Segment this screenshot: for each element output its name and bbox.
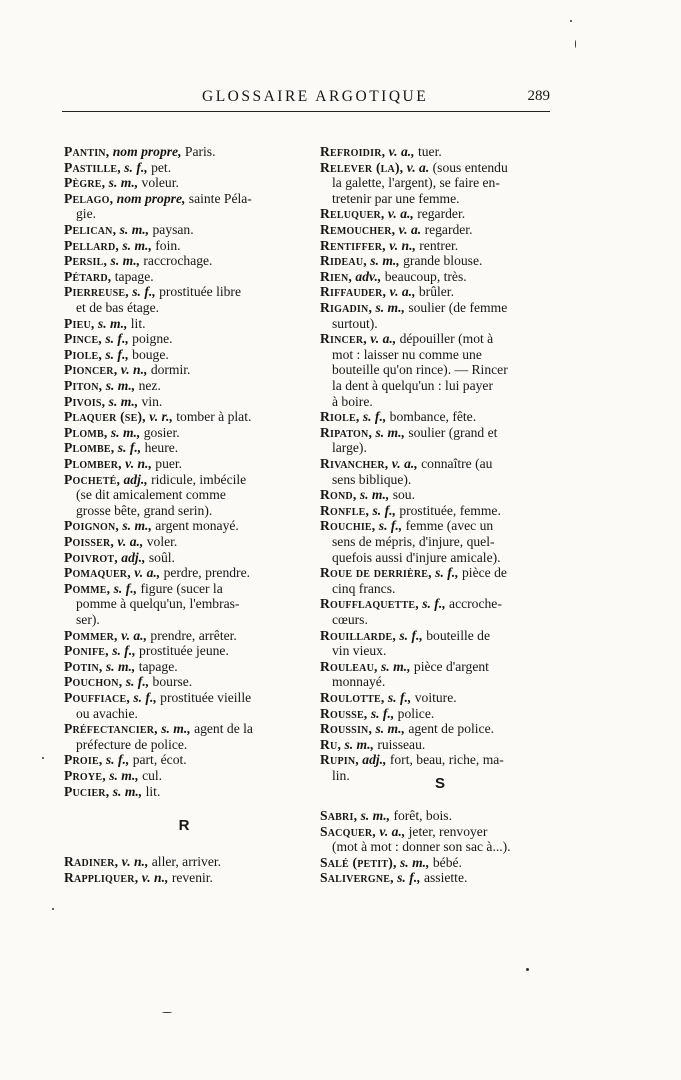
entry-headword: Plaquer (se), (64, 409, 146, 425)
entry-headword: Pince, (64, 331, 102, 347)
glossary-entry (320, 503, 560, 519)
glossary-entry (64, 222, 304, 238)
glossary-entry (320, 824, 560, 855)
entry-grammar: adv., (355, 268, 382, 284)
entry-headword: Roue de derrière, (320, 565, 432, 581)
entry-definition: regarder. (424, 222, 473, 237)
entry-headword: Plombe, (64, 440, 115, 456)
entry-definition: tuer. (417, 144, 442, 159)
glossary-entry (64, 854, 304, 870)
entry-grammar: s. m., (375, 721, 405, 737)
entry-definition: sou. (392, 487, 416, 503)
glossary-entry (320, 144, 560, 160)
glossary-entry (64, 690, 304, 721)
entry-grammar: s. m., (360, 808, 391, 823)
entry-continuation: pomme à quelqu'un, l'embras- (76, 596, 240, 612)
glossary-entry (64, 721, 304, 752)
entry-definition: voler. (146, 534, 178, 549)
entry-grammar: v. a., (117, 534, 144, 549)
entry-definition: nez. (138, 378, 161, 393)
entry-definition: ridicule, imbécile (151, 471, 247, 487)
entry-headword: Pouffiace, (64, 690, 130, 705)
entry-headword: Remoucher, (320, 222, 396, 237)
entry-grammar: v. n., (125, 456, 152, 471)
glossary-entry (320, 238, 560, 254)
glossary-entry (320, 565, 560, 596)
entry-headword: Ponife, (64, 643, 109, 659)
entry-continuation: ou avachie. (76, 705, 138, 721)
entry-definition: agent de la (194, 721, 253, 737)
entry-headword: Pellard, (64, 237, 119, 253)
scan-speck (575, 40, 576, 48)
glossary-entry (320, 409, 560, 425)
entry-definition: argent monayé. (155, 518, 239, 534)
scan-speck (570, 20, 572, 22)
glossary-entry (64, 768, 304, 784)
entry-definition: fort, beau, riche, ma- (389, 752, 504, 768)
glossary-entry (64, 331, 304, 347)
entry-definition: pièce d'argent (413, 658, 489, 674)
section-heading-s: S (434, 775, 445, 792)
glossary-entry (320, 659, 560, 690)
entry-grammar: v. a., (379, 823, 406, 839)
entry-definition: paysan. (152, 222, 194, 237)
entry-definition: brûler. (418, 284, 454, 300)
entry-grammar: s. f., (105, 346, 129, 362)
entry-headword: Rincer, (320, 331, 367, 347)
entry-definition: dormir. (150, 362, 191, 378)
glossary-entry (64, 534, 304, 550)
entry-headword: Pomme, (64, 580, 111, 596)
glossary-entry (64, 191, 304, 222)
entry-headword: Roussin, (320, 721, 373, 737)
glossary-entry (320, 456, 560, 487)
entry-definition: bouge. (132, 346, 169, 362)
entry-headword: Proye, (64, 768, 106, 783)
entry-definition: police. (397, 705, 435, 721)
entry-grammar: s. m., (375, 424, 405, 440)
entry-grammar: s. m., (110, 253, 140, 269)
entry-headword: Rouchie, (320, 518, 376, 534)
entry-grammar: s. f., (105, 331, 129, 347)
section-heading-r: R (178, 817, 190, 834)
entry-grammar: s. f., (362, 409, 387, 425)
entry-definition: raccrochage. (143, 253, 213, 269)
entry-definition: bébé. (432, 854, 462, 870)
entry-definition: regarder. (417, 206, 466, 222)
entry-definition: prostituée vieille (160, 690, 252, 705)
entry-headword: Préfectancier, (64, 721, 158, 737)
glossary-entry (64, 752, 304, 768)
entry-headword: Pioncer, (64, 362, 118, 378)
glossary-entry (64, 784, 304, 800)
entry-grammar: s. f., (397, 870, 421, 886)
entry-grammar: s. f., (378, 518, 403, 534)
glossary-entry (320, 222, 560, 238)
entry-definition: pet. (151, 159, 172, 175)
glossary-entry (320, 808, 560, 824)
entry-grammar: s. f., (112, 643, 136, 659)
entry-headword: Rien, (320, 268, 352, 284)
glossary-entry (64, 472, 304, 519)
entry-grammar: s. f., (399, 627, 423, 643)
entry-grammar: v. n., (121, 854, 149, 869)
entry-headword: Rappliquer, (64, 869, 139, 885)
entry-grammar: adj., (121, 549, 146, 565)
entry-headword: Pétard, (64, 268, 112, 284)
entry-definition: bombance, fête. (389, 409, 477, 425)
entry-grammar: s. m., (97, 315, 128, 331)
scan-speck (42, 757, 44, 759)
entry-headword: Pastille, (64, 159, 121, 175)
entry-definition: bouteille de (426, 627, 491, 643)
entry-grammar: s. m., (110, 424, 141, 440)
glossary-entry (64, 284, 304, 315)
entry-definition: bourse. (152, 674, 193, 690)
entry-grammar: v. a., (121, 627, 147, 643)
entry-headword: Radiner, (64, 854, 119, 869)
entry-grammar: s. m., (359, 487, 390, 503)
glossary-entry (320, 269, 560, 285)
glossary-entry (320, 706, 560, 722)
entry-grammar: adj., (123, 471, 148, 487)
entry-definition: prostituée, femme. (399, 502, 501, 518)
entry-headword: Rivancher, (320, 456, 389, 471)
entry-headword: Pieu, (64, 315, 95, 331)
entry-grammar: s. f., (132, 284, 156, 300)
entry-grammar: s. m., (108, 175, 139, 191)
glossary-entry (320, 425, 560, 456)
glossary-entry (64, 674, 304, 690)
entry-headword: Rigadin, (320, 300, 373, 315)
entry-grammar: s. f., (125, 674, 150, 690)
entry-headword: Potin, (64, 658, 103, 674)
entry-grammar: nom propre, (116, 190, 186, 206)
entry-headword: Poivrot, (64, 549, 118, 565)
glossary-entry (64, 160, 304, 176)
glossary-entry (320, 737, 560, 753)
entry-headword: Pouchon, (64, 674, 123, 690)
glossary-entry (320, 284, 560, 300)
entry-continuation: gie. (76, 206, 97, 222)
entry-definition: soulier (de femme (408, 300, 508, 315)
scan-speck (162, 1012, 172, 1013)
entry-grammar: s. m., (105, 378, 136, 393)
entry-headword: Roufflaquette, (320, 596, 419, 612)
entry-grammar: v. n., (141, 869, 169, 885)
entry-grammar: s. m., (161, 721, 191, 737)
entry-grammar: v. n., (120, 362, 148, 378)
entry-definition: lit. (145, 783, 161, 799)
entry-headword: Proie, (64, 752, 103, 768)
entry-headword: Reluquer, (320, 206, 385, 222)
entry-headword: Rouillarde, (320, 627, 396, 643)
entry-headword: Poisser, (64, 534, 114, 549)
entry-continuation: et de bas étage. (76, 299, 160, 315)
entry-continuation: quefois aussi d'injure amicale). (332, 549, 501, 565)
page-title: GLOSSAIRE ARGOTIQUE (202, 88, 429, 105)
entry-definition: forêt, bois. (393, 808, 452, 823)
entry-definition: soûl. (148, 549, 175, 565)
entry-definition: accroche- (449, 596, 502, 612)
entry-headword: Pivois, (64, 393, 106, 409)
entry-grammar: v. a., (388, 144, 415, 159)
entry-definition: puer. (155, 456, 183, 471)
entry-headword: Pucier, (64, 783, 110, 799)
entry-grammar: s. f., (435, 565, 459, 581)
entry-definition: connaître (au (421, 456, 493, 471)
entry-definition: agent de police. (408, 721, 495, 737)
entry-continuation: grosse bête, grand serin). (76, 502, 213, 518)
glossary-entry (64, 253, 304, 269)
entry-headword: Rousse, (320, 705, 368, 721)
entry-definition: voleur. (141, 175, 179, 191)
entry-definition: Paris. (184, 144, 216, 159)
entry-grammar: s. f., (370, 705, 395, 721)
glossary-entry (64, 440, 304, 456)
glossary-entry (320, 331, 560, 409)
entry-definition: vin. (141, 393, 163, 409)
entry-grammar: s. m., (119, 222, 150, 237)
entry-definition: foin. (155, 237, 181, 253)
glossary-entry (64, 362, 304, 378)
entry-continuation: monnayé. (332, 674, 386, 690)
entry-headword: Sabri, (320, 808, 358, 823)
entry-definition: tomber à plat. (176, 409, 252, 425)
glossary-entry (64, 378, 304, 394)
entry-headword: Pommer, (64, 627, 118, 643)
entry-continuation: (mot à mot : donner son sac à...). (332, 839, 511, 855)
entry-definition: tapage. (138, 658, 178, 674)
entry-headword: Poignon, (64, 518, 119, 534)
entry-continuation: sens de mépris, d'injure, quel- (332, 533, 495, 549)
entry-grammar: s. m., (400, 854, 430, 870)
entry-grammar: s. m., (108, 393, 139, 409)
glossary-entry (320, 721, 560, 737)
running-header (62, 88, 550, 110)
entry-continuation: cinq francs. (332, 580, 396, 596)
glossary-entry (320, 253, 560, 269)
entry-headword: Salivergne, (320, 870, 394, 886)
entry-grammar: s. f., (113, 580, 138, 596)
entry-grammar: adj., (362, 752, 387, 768)
glossary-entry (320, 487, 560, 503)
glossary-entry (320, 628, 560, 659)
entry-headword: Ru, (320, 736, 342, 752)
entry-continuation: surtout). (332, 315, 378, 331)
entry-headword: Pelican, (64, 222, 117, 237)
entry-headword: Rentiffer, (320, 237, 386, 253)
glossary-entry (64, 581, 304, 628)
entry-grammar: v. a., (370, 331, 397, 347)
entry-continuation: cœurs. (332, 611, 368, 627)
scan-speck (526, 968, 529, 971)
glossary-entry (64, 550, 304, 566)
entry-definition: beaucoup, très. (384, 268, 467, 284)
glossary-entry (320, 596, 560, 627)
glossary-entry (64, 425, 304, 441)
entry-definition: aller, arriver. (151, 854, 222, 869)
entry-continuation: préfecture de police. (76, 736, 188, 752)
glossary-entry (320, 870, 560, 886)
glossary-entry (64, 870, 304, 886)
entry-definition: lit. (130, 315, 146, 331)
entry-definition: (sous entendu (432, 159, 508, 175)
entry-headword: Plomb, (64, 424, 108, 440)
entry-definition: revenir. (171, 869, 213, 885)
glossary-entry (320, 300, 560, 331)
entry-grammar: v. n., (389, 237, 416, 253)
glossary-entry (64, 518, 304, 534)
entry-grammar: s. f., (117, 440, 142, 456)
entry-headword: Rupin, (320, 752, 359, 768)
glossary-entry (64, 316, 304, 332)
glossary-entry (64, 144, 304, 160)
entry-continuation: large). (332, 440, 367, 456)
entry-headword: Rideau, (320, 253, 367, 269)
entry-headword: Roulotte, (320, 690, 385, 705)
glossary-entry (64, 456, 304, 472)
entry-definition: part, écot. (132, 752, 187, 768)
entry-definition: assiette. (423, 870, 468, 886)
entry-definition: ruisseau. (377, 736, 426, 752)
entry-definition: femme (avec un (405, 518, 494, 534)
entry-definition: pièce de (462, 565, 507, 581)
entry-grammar: s. m., (122, 518, 152, 534)
entry-definition: jeter, renvoyer (408, 823, 488, 839)
entry-continuation: sens biblique). (332, 471, 412, 487)
entry-definition: figure (sucer la (140, 580, 223, 596)
entry-grammar: s. m., (370, 253, 400, 269)
glossary-entry (320, 690, 560, 706)
entry-definition: prostituée jeune. (139, 643, 229, 659)
glossary-entry (320, 518, 560, 565)
entry-headword: Pierreuse, (64, 284, 129, 300)
header-rule (62, 111, 550, 112)
entry-definition: gosier. (143, 424, 180, 440)
glossary-entry (64, 643, 304, 659)
entry-headword: Piole, (64, 346, 102, 362)
entry-headword: Rond, (320, 487, 357, 503)
entry-headword: Riffauder, (320, 284, 387, 300)
entry-headword: Pègre, (64, 175, 106, 191)
entry-headword: Refroidir, (320, 144, 386, 159)
entry-definition: prendre, arrêter. (150, 627, 237, 643)
entry-grammar: s. m., (109, 768, 139, 783)
glossary-entry (64, 659, 304, 675)
glossary-entry (64, 565, 304, 581)
entry-definition: perdre, prendre. (163, 565, 250, 581)
entry-headword: Piton, (64, 378, 103, 393)
entry-grammar: s. m., (122, 237, 152, 253)
entry-definition: poigne. (132, 331, 173, 347)
entry-grammar: v. a., (389, 284, 416, 300)
entry-continuation: vin vieux. (332, 643, 387, 659)
entry-headword: Relever (la), (320, 159, 404, 175)
glossary-entry (320, 160, 560, 207)
entry-headword: Ripaton, (320, 424, 373, 440)
entry-grammar: v. a., (391, 456, 418, 471)
entry-continuation: la galette, l'argent), se faire en- (332, 175, 500, 191)
entry-grammar: s. m., (105, 658, 136, 674)
entry-continuation: ser). (76, 611, 100, 627)
entry-headword: Pantin, (64, 144, 110, 159)
entry-definition: prostituée libre (159, 284, 241, 300)
glossary-entry (64, 175, 304, 191)
glossary-entry (64, 347, 304, 363)
entry-continuation: tretenir par une femme. (332, 190, 460, 206)
entry-grammar: s. m., (381, 658, 411, 674)
entry-grammar: s. f., (422, 596, 446, 612)
entry-definition: rentrer. (419, 237, 459, 253)
glossary-entry (64, 394, 304, 410)
entry-continuation: la dent à quelqu'un : lui payer (332, 377, 493, 393)
entry-grammar: v. a., (387, 206, 414, 222)
entry-grammar: v. a. (398, 222, 422, 237)
entry-grammar: s. f., (133, 690, 157, 705)
glossary-entry (64, 628, 304, 644)
entry-headword: Pomaquer, (64, 565, 131, 581)
glossary-entry (64, 269, 304, 285)
entry-grammar: s. f., (372, 502, 396, 518)
glossary-entry (64, 409, 304, 425)
entry-definition: soulier (grand et (408, 424, 498, 440)
entry-headword: Sacquer, (320, 823, 376, 839)
entry-definition: cul. (142, 768, 163, 783)
entry-headword: Riole, (320, 409, 360, 425)
glossary-entry (64, 238, 304, 254)
entry-grammar: v. r., (149, 409, 173, 425)
entry-continuation: à boire. (332, 393, 373, 409)
entry-definition: voiture. (414, 690, 457, 705)
entry-grammar: s. m., (112, 783, 143, 799)
entry-grammar: s. f., (124, 159, 148, 175)
entry-continuation: bouteille qu'on rince). — Rincer (332, 362, 508, 378)
entry-headword: Plomber, (64, 456, 122, 471)
glossary-entry (320, 206, 560, 222)
entry-definition: tapage. (114, 268, 154, 284)
entry-definition: sainte Péla- (188, 190, 252, 206)
entry-definition: heure. (144, 440, 179, 456)
entry-definition: dépouiller (mot à (399, 331, 494, 347)
entry-continuation: mot : laisser nu comme une (332, 346, 482, 362)
entry-grammar: nom propre, (112, 144, 182, 159)
entry-headword: Ronfle, (320, 502, 370, 518)
entry-continuation: (se dit amicalement comme (76, 487, 226, 503)
entry-headword: Persil, (64, 253, 108, 269)
page-number: 289 (527, 88, 550, 104)
entry-grammar: s. f., (387, 690, 412, 705)
entry-grammar: v. a., (134, 565, 161, 581)
entry-grammar: v. a. (406, 159, 430, 175)
glossary-entry (320, 855, 560, 871)
entry-headword: Rouleau, (320, 658, 378, 674)
entry-grammar: s. f., (105, 752, 130, 768)
entry-headword: Salé (petit), (320, 854, 397, 870)
entry-grammar: s. m., (344, 736, 374, 752)
entry-definition: grande blouse. (403, 253, 483, 269)
entry-grammar: s. m., (375, 300, 405, 315)
entry-headword: Pelago, (64, 190, 114, 206)
scan-speck (52, 908, 54, 910)
entry-headword: Pocheté, (64, 471, 121, 487)
entry-continuation: lin. (332, 767, 350, 783)
